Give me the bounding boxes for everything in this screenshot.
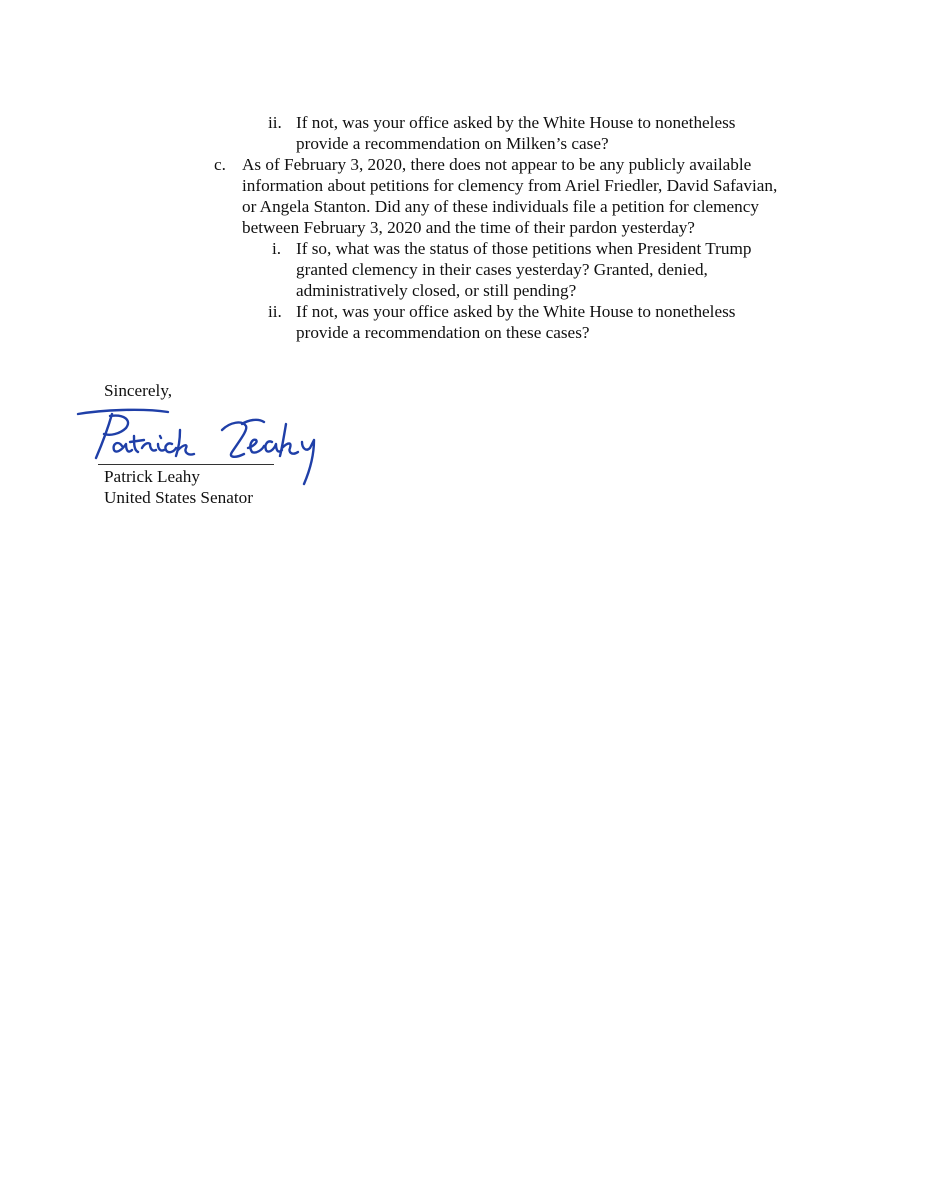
signer-name: Patrick Leahy bbox=[104, 467, 200, 486]
paragraph-line: If not, was your office asked by the White House to nonetheless bbox=[296, 302, 736, 321]
list-marker-b-ii: ii. bbox=[268, 113, 282, 132]
paragraph-line: administratively closed, or still pending? bbox=[296, 281, 577, 300]
paragraph-line: If so, what was the status of those petitions when President Trump bbox=[296, 239, 752, 258]
closing-salutation: Sincerely, bbox=[104, 381, 173, 400]
paragraph-line: granted clemency in their cases yesterday? Granted, denied, bbox=[296, 260, 708, 279]
paragraph-line: or Angela Stanton. Did any of these individuals file a petition for clemency bbox=[242, 197, 759, 216]
list-marker-c: c. bbox=[214, 155, 226, 174]
paragraph-line: If not, was your office asked by the White House to nonetheless bbox=[296, 113, 736, 132]
paragraph-line: between February 3, 2020 and the time of their pardon yesterday? bbox=[242, 218, 695, 237]
paragraph-line: As of February 3, 2020, there does not appear to be any publicly available bbox=[242, 155, 752, 174]
paragraph-line: information about petitions for clemency from Ariel Friedler, David Safavian, bbox=[242, 176, 778, 195]
list-marker-c-i: i. bbox=[272, 239, 282, 258]
list-marker-c-ii: ii. bbox=[268, 302, 282, 321]
paragraph-line: provide a recommendation on Milken’s case? bbox=[296, 134, 609, 153]
signer-title: United States Senator bbox=[104, 488, 253, 507]
paragraph-line: provide a recommendation on these cases? bbox=[296, 323, 590, 342]
